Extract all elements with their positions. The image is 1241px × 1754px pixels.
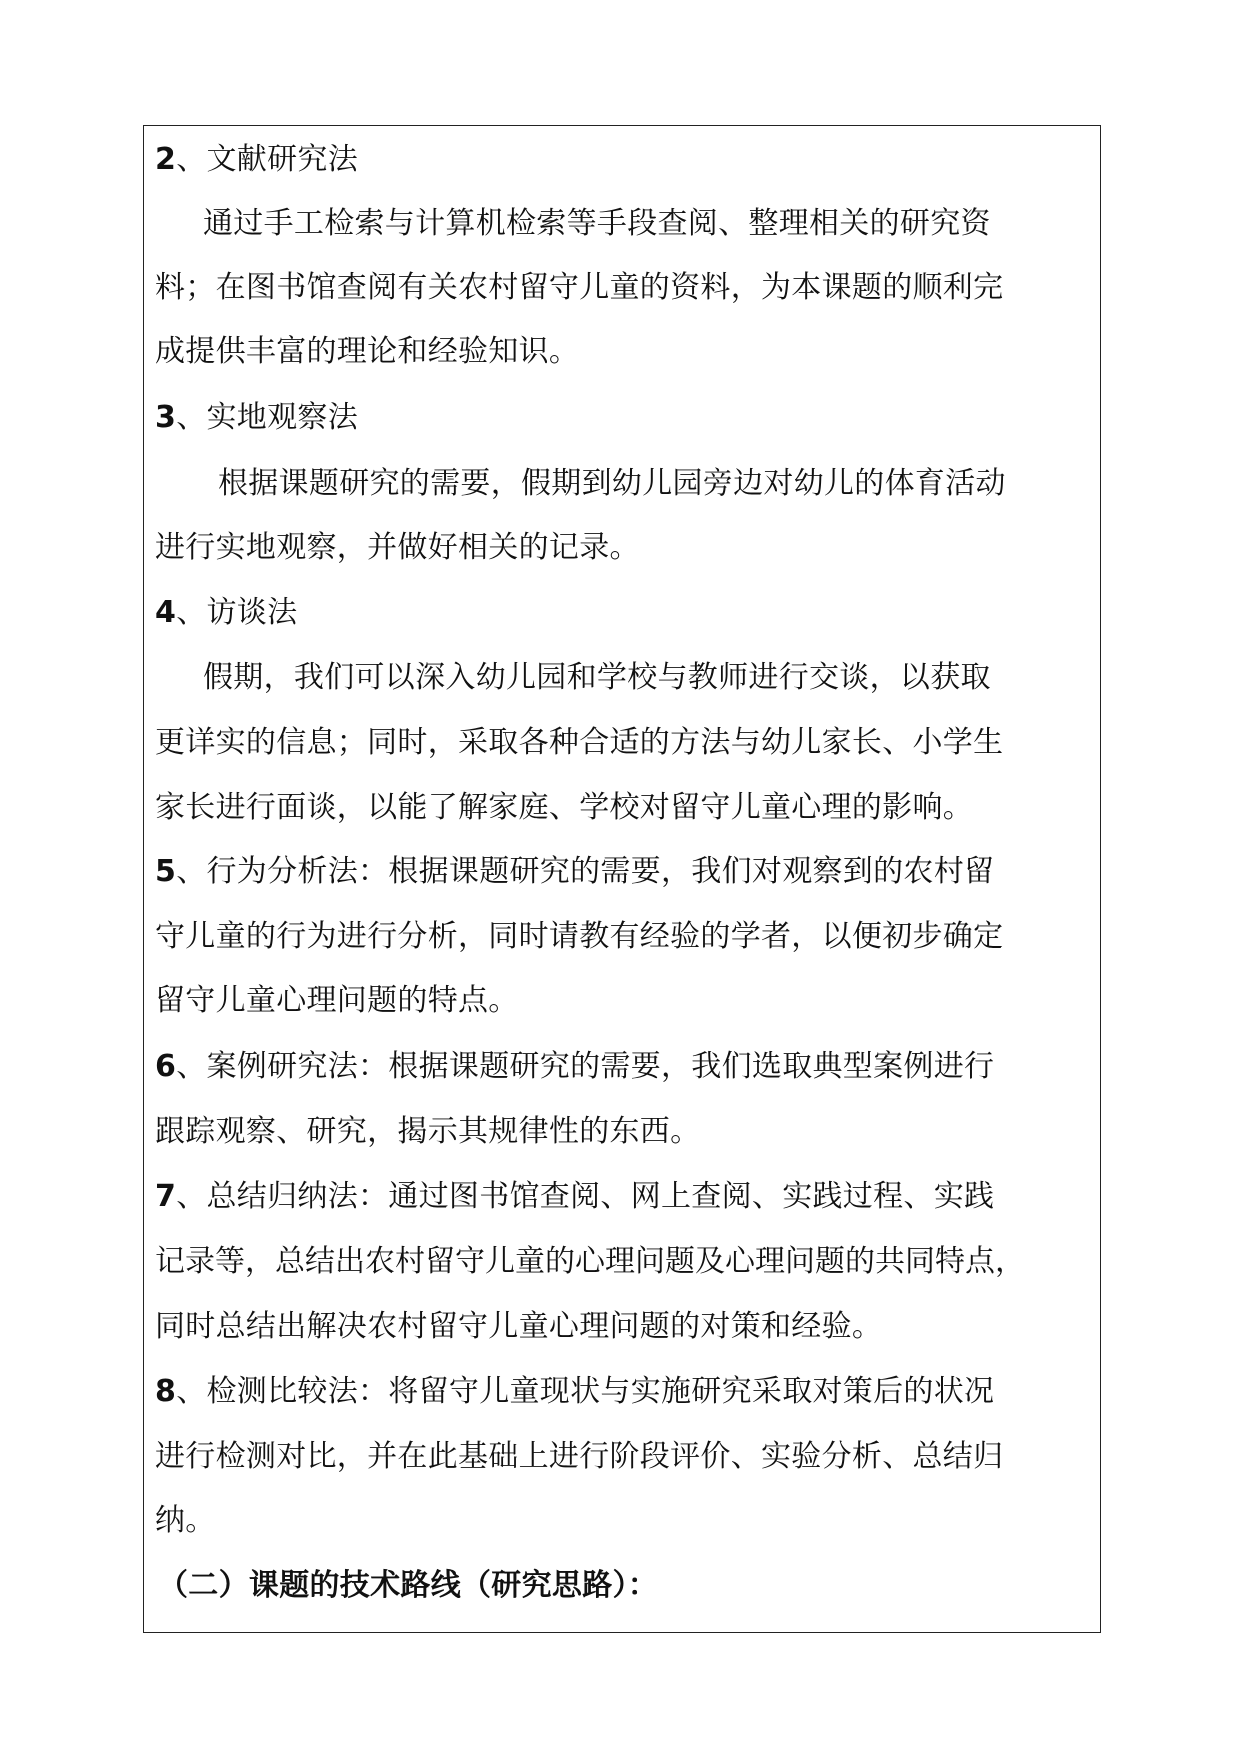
separator: 、 <box>176 1179 207 1214</box>
separator: 、 <box>176 142 207 177</box>
paragraph-line: 更详实的信息；同时，采取各种合适的方法与幼儿家长、小学生 <box>155 725 1004 760</box>
section-8-heading <box>155 1372 994 1412</box>
paragraph-line: 纳。 <box>155 1503 216 1538</box>
paragraph-line: 假期，我们可以深入幼儿园和学校与教师进行交谈，以获取 <box>203 660 991 695</box>
section-text: 行为分析法：根据课题研究的需要，我们对观察到的农村留 <box>206 854 995 889</box>
section-title: 文献研究法 <box>206 142 358 177</box>
section-number: 5 <box>155 854 177 889</box>
section-4-heading <box>155 593 297 633</box>
paragraph-line: 家长进行面谈，以能了解家庭、学校对留守儿童心理的影响。 <box>155 790 974 825</box>
separator: 、 <box>176 1049 207 1084</box>
paragraph-line: 通过手工检索与计算机检索等手段查阅、整理相关的研究资 <box>203 206 991 241</box>
paragraph-line: 进行实地观察，并做好相关的记录。 <box>155 530 640 565</box>
section-number: 8 <box>155 1374 177 1409</box>
paragraph-line: 记录等，总结出农村留守儿童的心理问题及心理问题的共同特点， <box>155 1244 1025 1279</box>
paragraph-line: 跟踪观察、研究，揭示其规律性的东西。 <box>155 1114 701 1149</box>
paragraph-line: 料；在图书馆查阅有关农村留守儿童的资料，为本课题的顺利完 <box>155 270 1004 305</box>
section-number: 2 <box>155 142 177 177</box>
section-title: 访谈法 <box>206 595 298 630</box>
section-5-heading <box>155 852 994 892</box>
section-title: 实地观察法 <box>206 400 358 435</box>
section-7-heading <box>155 1177 994 1217</box>
section-number: 7 <box>155 1179 177 1214</box>
paragraph-line: 守儿童的行为进行分析，同时请教有经验的学者，以便初步确定 <box>155 919 1004 954</box>
paragraph-line: 同时总结出解决农村留守儿童心理问题的对策和经验。 <box>155 1309 883 1344</box>
section-number: 3 <box>155 400 177 435</box>
section-number: 6 <box>155 1049 177 1084</box>
section-2-heading <box>155 140 358 180</box>
section-text: 案例研究法：根据课题研究的需要，我们选取典型案例进行 <box>206 1049 995 1084</box>
paragraph-line: 进行检测对比，并在此基础上进行阶段评价、实验分析、总结归 <box>155 1439 1004 1474</box>
separator: 、 <box>176 854 207 889</box>
section-text: 总结归纳法：通过图书馆查阅、网上查阅、实践过程、实践 <box>206 1179 995 1214</box>
paragraph-line: 留守儿童心理问题的特点。 <box>155 983 519 1018</box>
separator: 、 <box>176 595 207 630</box>
technical-route-heading: （二）课题的技术路线（研究思路）： <box>158 1568 659 1603</box>
paragraph-line: 成提供丰富的理论和经验知识。 <box>155 334 580 369</box>
section-3-heading <box>155 398 358 438</box>
separator: 、 <box>176 1374 207 1409</box>
section-text: 检测比较法：将留守儿童现状与实施研究采取对策后的状况 <box>206 1374 995 1409</box>
paragraph-line: 根据课题研究的需要，假期到幼儿园旁边对幼儿的体育活动 <box>218 466 1006 501</box>
section-number: 4 <box>155 595 177 630</box>
section-6-heading <box>155 1047 994 1087</box>
separator: 、 <box>176 400 207 435</box>
